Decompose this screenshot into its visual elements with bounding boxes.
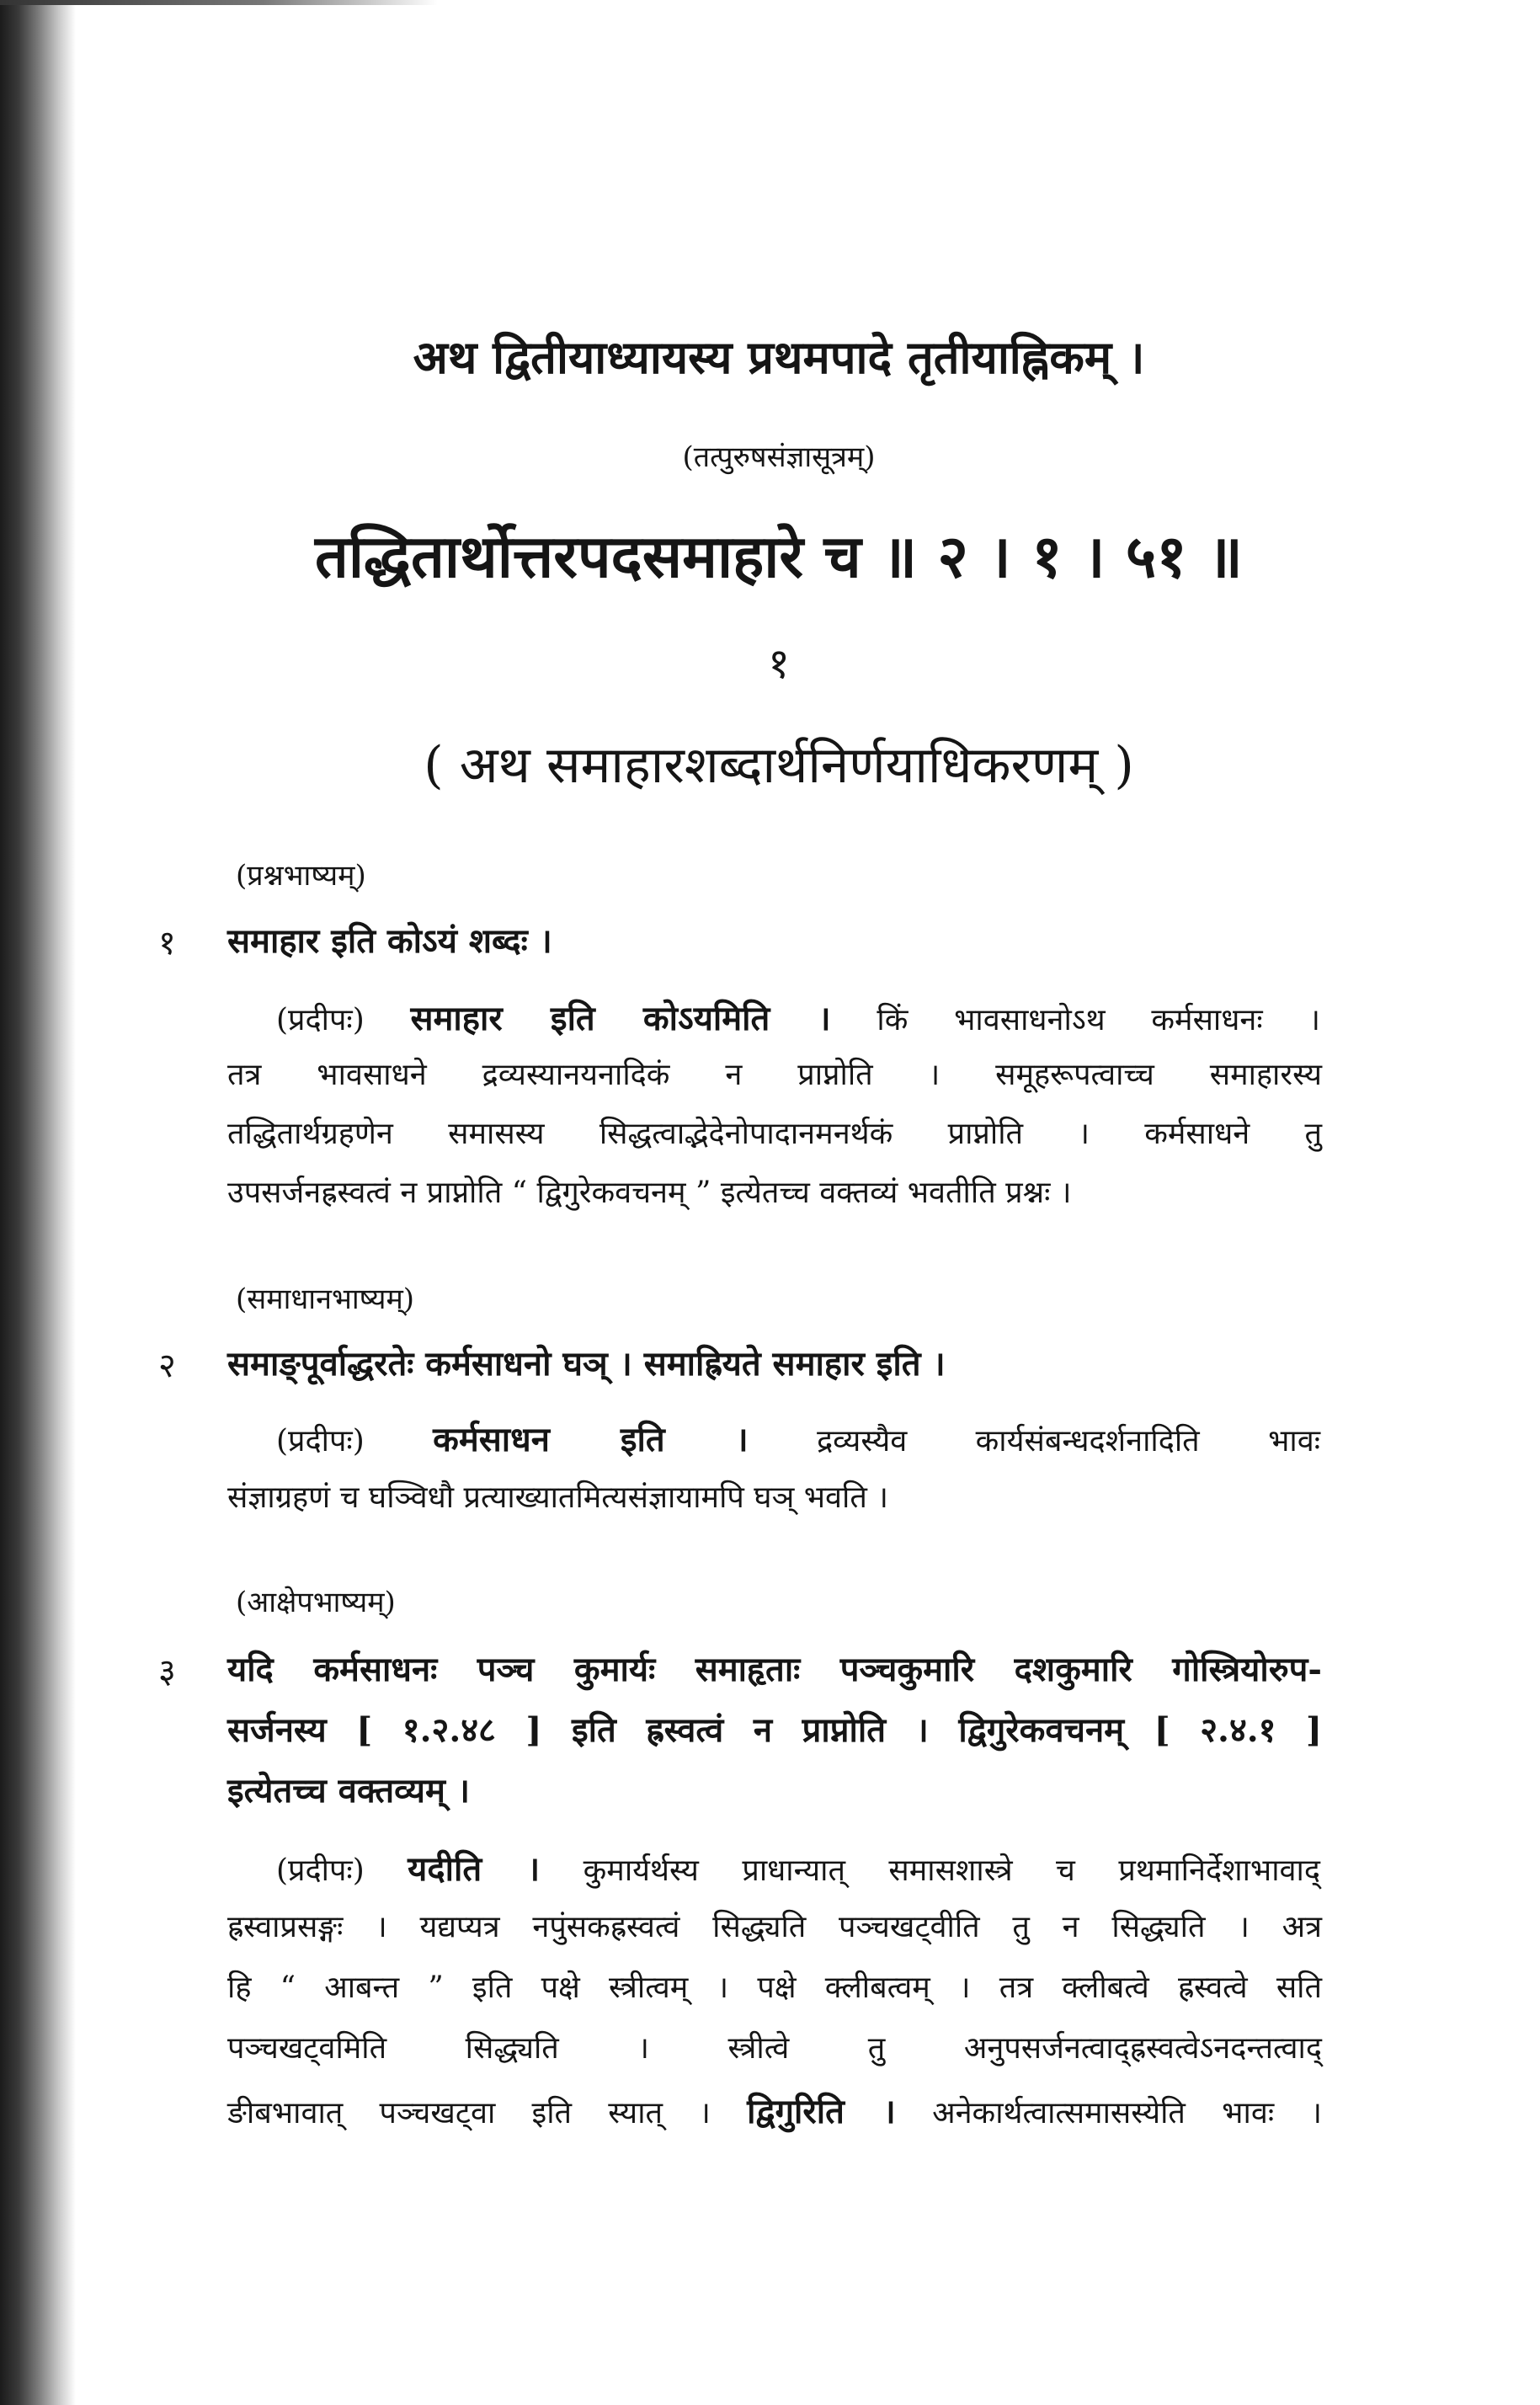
pradipa-pratika: यदीति ।	[408, 1849, 541, 1889]
block-1-number: १	[158, 924, 176, 963]
block-3-pradipa-last-line	[227, 2087, 1322, 2133]
block-2-label: (समाधानभाष्यम्)	[236, 1282, 415, 1316]
block-1-label: (प्रश्नभाष्यम्)	[236, 859, 366, 893]
block-2-number: २	[158, 1346, 176, 1385]
block-2-pradipa-first-line	[276, 1415, 1320, 1461]
pradipa-pratika: कर्मसाधन इति ।	[433, 1420, 749, 1459]
adhikarana-heading: ( अथ समाहारशब्दार्थनिर्णयाधिकरणम् )	[424, 736, 1134, 795]
pradipa-pratika: समाहार इति कोऽयमिति ।	[410, 999, 831, 1038]
sutra-title: तद्धितार्थोत्तरपदसमाहारे च ॥ २ । १ । ५१ ॥	[315, 521, 1243, 591]
pradipa-pratika: द्विगुरिति ।	[747, 2092, 896, 2131]
pradipa-text: अनेकार्थत्वात्समासस्येति भावः ।	[932, 2096, 1322, 2130]
block-3-pradipa-line: हि “ आबन्त ” इति पक्षे स्त्रीत्वम् । पक्षे क्लीबत्वम् । तत्र क्लीबत्वे ह्रस्वत्वे सति	[227, 1970, 1322, 2005]
pradipa-lead: (प्रदीपः)	[276, 1003, 365, 1037]
section-number: १	[768, 639, 790, 688]
block-3-pradipa-first-line	[276, 1844, 1320, 1890]
pradipa-lead: (प्रदीपः)	[276, 1853, 365, 1888]
pradipa-text: किं भावसाधनोऽथ कर्मसाधनः ।	[877, 1003, 1320, 1037]
block-3-pradipa-line: पञ्चखट्वमिति सिद्ध्यति । स्त्रीत्वे तु अनुपसर्जनत्वाद्ह्रस्वत्वेऽनदन्तत्वाद्	[227, 2031, 1322, 2066]
block-1-pradipa-line: उपसर्जनह्रस्वत्वं न प्राप्नोति “ द्विगुरेकवचनम् ” इत्येतच्च वक्तव्यं भवतीति प्रश्नः ।	[227, 1176, 1072, 1210]
pradipa-text: कुमार्यर्थस्य प्राधान्यात् समासशास्त्रे च प्रथमानिर्देशाभावाद्	[583, 1853, 1320, 1888]
block-2-pradipa-line: संज्ञाग्रहणं च घञ्विधौ प्रत्याख्यातमित्यसंज्ञायामपि घञ् भवति ।	[227, 1480, 888, 1515]
block-3-number: ३	[158, 1652, 176, 1691]
block-1-bhashya-line: समाहार इति कोऽयं शब्दः ।	[227, 921, 552, 961]
pradipa-text: द्रव्यस्यैव कार्यसंबन्धदर्शनादिति भावः	[817, 1424, 1320, 1458]
block-3-label: (आक्षेपभाष्यम्)	[236, 1586, 396, 1619]
block-2-bhashya-line: समाङ्पूर्वाद्धरतेः कर्मसाधनो घञ् । समाह्रियते समाहार इति ।	[227, 1344, 946, 1384]
block-3-pradipa-line: ह्रस्वाप्रसङ्गः । यद्यप्यत्र नपुंसकह्रस्वत्वं सिद्ध्यति पञ्चखट्वीति तु न सिद्ध्यति । अत्र	[227, 1910, 1322, 1944]
block-3-bhashya-line: सर्जनस्य [ १.२.४८ ] इति ह्रस्वत्वं न प्राप्नोति । द्विगुरेकवचनम् [ २.४.१ ]	[227, 1710, 1322, 1750]
chapter-heading: अथ द्वितीयाध्यायस्य प्रथमपादे तृतीयाह्निकम् ।	[413, 330, 1145, 384]
sutra-category: (तत्पुरुषसंज्ञासूत्रम्)	[682, 440, 876, 474]
pradipa-text: ङीबभावात् पञ्चखट्वा इति स्यात् ।	[227, 2096, 711, 2130]
block-1-pradipa-line: तद्धितार्थग्रहणेन समासस्य सिद्धत्वाद्भेदेनोपादानमनर्थकं प्राप्नोति । कर्मसाधने तु	[227, 1117, 1322, 1151]
pradipa-lead: (प्रदीपः)	[276, 1424, 365, 1458]
block-3-bhashya-line: यदि कर्मसाधनः पञ्च कुमार्यः समाहृताः पञ्चकुमारि दशकुमारि गोस्त्रियोरुप-	[227, 1650, 1322, 1689]
block-3-bhashya-line: इत्येतच्च वक्तव्यम् ।	[227, 1771, 471, 1810]
block-1-pradipa-line: तत्र भावसाधने द्रव्यस्यानयनादिकं न प्राप्नोति । समूहरूपत्वाच्च समाहारस्य	[227, 1058, 1322, 1092]
block-1-pradipa-first-line	[276, 994, 1320, 1040]
